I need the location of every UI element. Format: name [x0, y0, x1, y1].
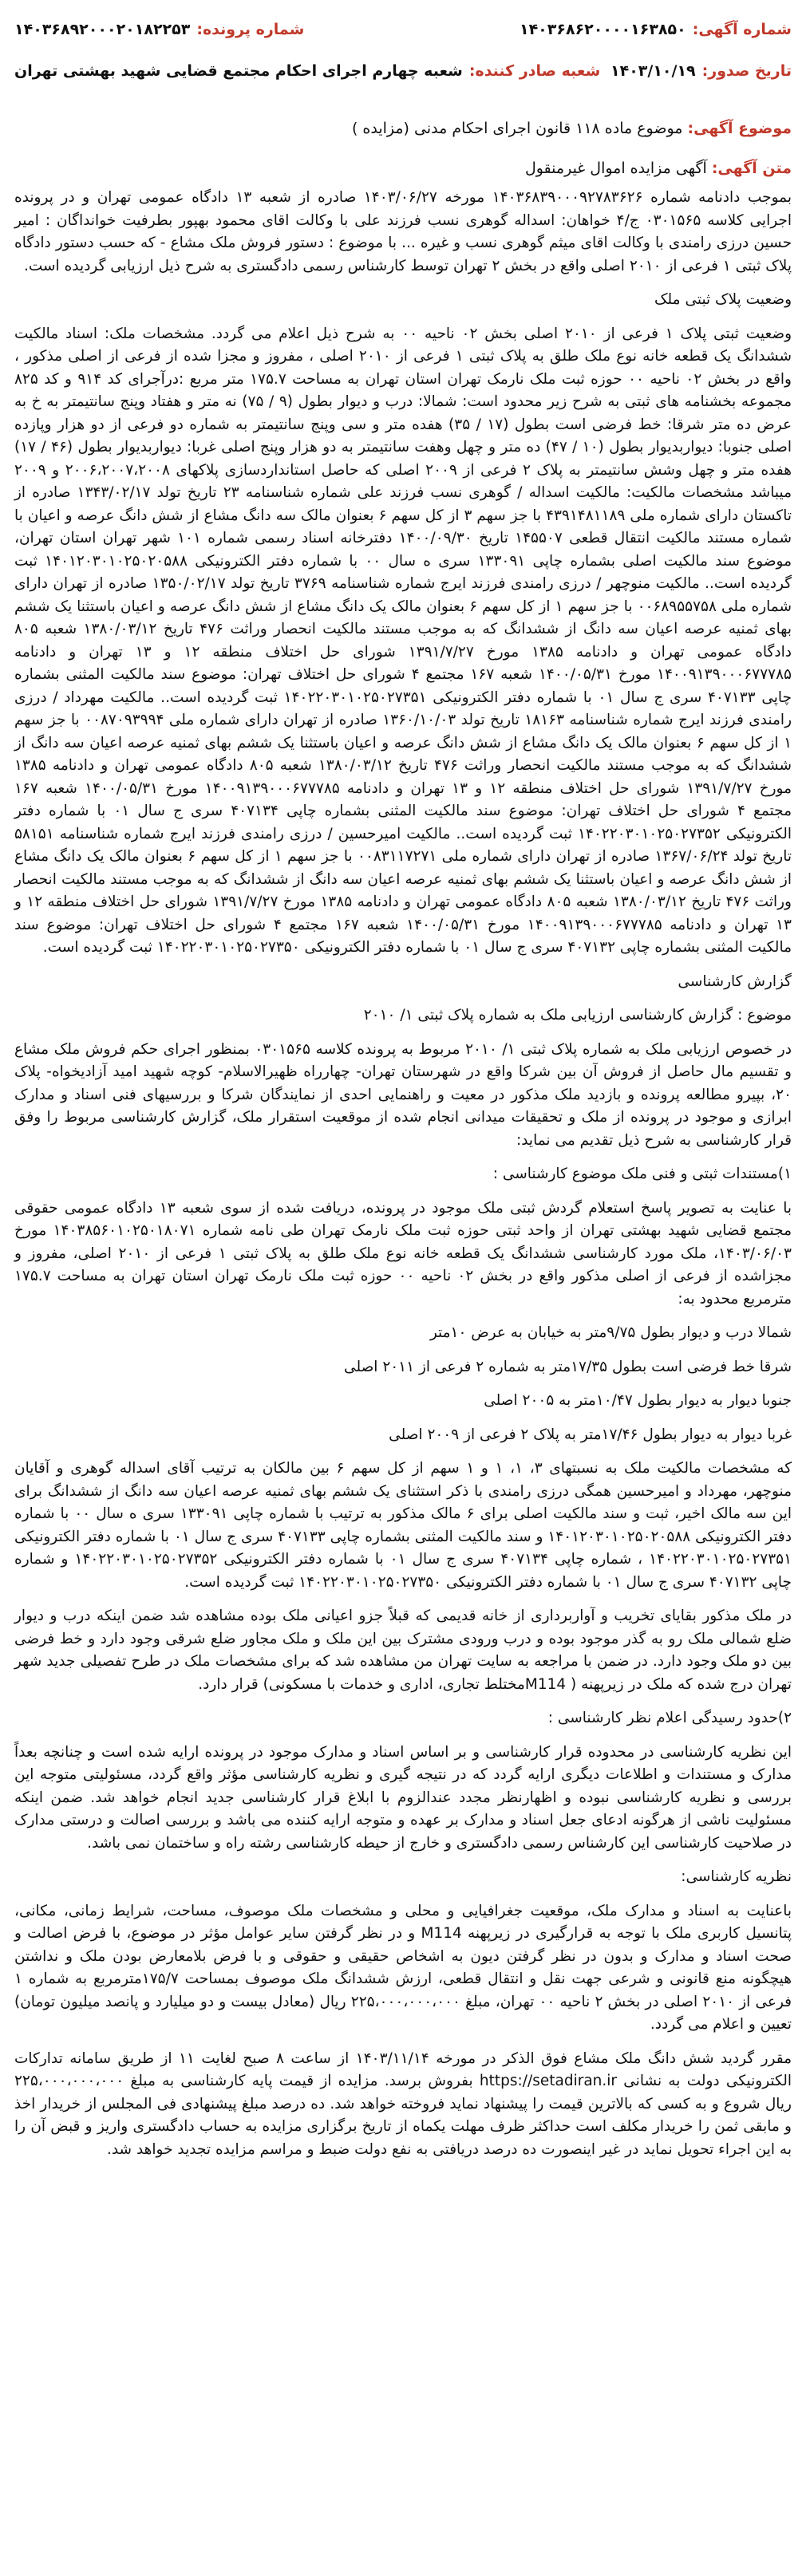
issue-date-value: ۱۴۰۳/۱۰/۱۹ [610, 62, 696, 80]
section-1-heading: ۱)مستندات ثبتی و فنی ملک موضوع کارشناسی : [492, 1166, 792, 1182]
issuing-branch [14, 62, 600, 80]
registry-status-heading: وضعیت پلاک ثبتی ملک [654, 291, 792, 308]
case-number-label: شماره پرونده: [196, 21, 305, 38]
ad-number-value: ۱۴۰۳۶۸۶۲۰۰۰۰۱۶۳۸۵۰ [519, 21, 686, 38]
expert-opinion-paragraph: باعنایت به اسناد و مدارک ملک، موقعیت جغرافیایی و محلی و مشخصات ملک موصوف، مساحت، شرایط زمانی، مکانی، پتانسیل کاربری ملک با توجه به قرارگیری در زیرپهنه M114 و در نظر گرفتن سایر عوامل مؤثر در موضوع، با فرض اصالت و صحت اسناد و مدارک و بدون در نظر گرفتن دیون به اشخاص حقیقی و حقوقی و با فرض بلامعارض بودن ملک و نداشتن هیچگونه منع قانونی و شرعی جهت نقل و انتقال قطعی، ارزش ششدانگ ملک موصوف بمساحت ۱۷۵/۷مترمربع به شماره ۱ فرعی از ۲۰۱۰ اصلی در بخش ۲ ناحیه ۰۰ تهران، مبلغ ۲۲۵،۰۰۰،۰۰۰،۰۰۰ ریال (معادل بیست و دو میلیارد و پانصد میلیون تومان) تعیین و اعلام می گردد. [14, 1902, 792, 2033]
case-number [14, 21, 304, 38]
auction-terms-paragraph: مقرر گردید شش دانگ ملک مشاع فوق الذکر در مورخه ۱۴۰۳/۱۱/۱۴ از ساعت ۸ صبح لغایت ۱۱ از طریق سامانه تدارکات الکترونیکی دولت به نشانی https://setadiran.ir بفروش برسد. مزایده از قیمت پایه کارشناسی به مبلغ ۲۲۵،۰۰۰،۰۰۰،۰۰۰ ریال شروع و به کسی که بالاترین قیمت را پیشنهاد نماید فروخته خواهد شد. ده درصد مبلغ پیشنهادی فی المجلس از خریدار اخذ و مابقی ثمن را خریدار مکلف است حداکثر ظرف مهلت یکماه از تاریخ برگزاری مزایده به حساب دادگستری واریز و قبض آن را به این اجراء تحویل نماید در غیر اینصورت ده درصد دریافتی به نفع دولت ضبط و مراسم مزایده تجدید خواهد شد. [14, 2049, 792, 2158]
ad-text-label: متن آگهی: [711, 160, 792, 177]
ownership-paragraph: که مشخصات مالکیت ملک به نسبتهای ۳، ۱، ۱ و ۱ سهم از کل سهم ۶ بین مالکان به ترتیب آقای اسداله گوهری و آقایان منوچهر، مهرداد و امیرحسین همگی درزی رامندی با ذکر استثنای یک ششم بهای ثمنیه عرصه اعیان سه دانگ از ششدانگ برای این سه مالک اخیر، ثبت و سند مالکیت اصلی برای ۶ مالک مذکور به ترتیب با شماره چاپی ۱۳۳۰۹۱ سری ه سال ۰۰ با شماره دفتر الکترونیکی ۱۴۰۱۲۰۳۰۱۰۲۵۰۲۰۵۸۸ و سند مالکیت المثنی بشماره چاپی ۴۰۷۱۳۳ سری ج سال ۰۱ با شماره دفتر الکترونیکی ۱۴۰۲۲۰۳۰۱۰۲۵۰۲۷۳۵۱ ، شماره چاپی ۴۰۷۱۳۴ سری ج سال ۰۱ با شماره دفتر الکترونیکی ۱۴۰۲۲۰۳۰۱۰۲۵۰۲۷۳۵۲ و شماره چاپی ۴۰۷۱۳۲ سری ج سال ۰۱ با شماره دفتر الکترونیکی ۱۴۰۲۲۰۳۰۱۰۲۵۰۲۷۳۵۰ ثبت گردیده است. [14, 1460, 792, 1591]
issuing-branch-label: شعبه صادر کننده: [468, 62, 601, 80]
header-row-1 [14, 21, 792, 38]
expert-report-subject: موضوع : گزارش کارشناسی ارزیابی ملک به شماره پلاک ثبتی ۱/ ۲۰۱۰ [363, 1007, 792, 1024]
expert-report-intro: در خصوص ارزیابی ملک به شماره پلاک ثبتی ۱/ ۲۰۱۰ مربوط به پرونده کلاسه ۰۳۰۱۵۶۵ بمنظور اجرای حکم فروش ملک مشاع و تقسیم مال حاصل از فروش آن بین شرکا واقع در شهرستان تهران- چهارراه ظهیرالاسلام- کوچه شهید امید آزادیخواه- پلاک ۲۰، بپیرو مطالعه پرونده و بازدید ملک مذکور در معیت و راهنمایی احدی از نمایندگان شرکا و بررسیهای فنی اسناد و مدارک ابرازی و موجود در پرونده از ملک و تحقیقات میدانی انجام شده از موقعیت استقرار ملک، گزارش کارشناسی مربوط را وفق قرار کارشناسی به شرح ذیل تقدیم می نماید: [14, 1040, 792, 1149]
boundary-south: جنوبا دیوار به دیوار بطول ۱۰/۴۷متر به ۲۰۰۵ اصلی [484, 1392, 792, 1409]
boundary-east: شرقا خط فرضی است بطول ۱۷/۳۵متر به شماره ۲ فرعی از ۲۰۱۱ اصلی [344, 1358, 792, 1375]
section-1-paragraph: با عنایت به تصویر پاسخ استعلام گردش ثبتی ملک موجود در پرونده، دریافت شده از سوی شعبه ۱۳ دادگاه عمومی حقوقی مجتمع قضایی شهید بهشتی تهران از واحد ثبتی حوزه ثبت ملک نارمک تهران طی نامه شماره ۱۴۰۳۸۵۶۰۱۰۲۵۰۱۸۰۷۱ مورخ ۱۴۰۳/۰۶/۰۳، ملک مورد کارشناسی ششدانگ یک قطعه خانه نوع ملک طلق به پلاک ثبتی ۱ فرعی از ۲۰۱۰ اصلی، مفروز و مجزاشده از فرعی از اصلی مذکور واقع در بخش ۰۲ ناحیه ۰۰ حوزه ثبت ملک نارمک تهران استان تهران به مساحت ۱۷۵.۷ مترمربع محدود به: [14, 1199, 792, 1308]
section-2-paragraph: این نظریه کارشناسی در محدوده قرار کارشناسی و بر اساس اسناد و مدارک موجود در پرونده ارایه شده است و چنانچه بعداً مدارک و مستندات و اطلاعات دیگری ارایه گردد که در نتیجه گیری و نظریه کارشناسی مؤثر واقع گردد، مسئولیتی متوجه این بررسی و نظریه کارشناسی نبوده و اظهارنظر مجدد عندالزوم با ابلاغ قرار کارشناسی جدید انجام خواهد شد. ضمن اینکه مسئولیت ناشی از هرگونه ادعای جعل اسناد و مدارک بر عهده و متوجه ارایه کننده می باشد و بررسی اصالت و درستی مدارک در صلاحیت کارشناسی این کارشناس رسمی دادگستری و خارج از حیطه کارشناسی رشته راه و ساختمان نمی باشد. [14, 1743, 792, 1852]
issue-date [610, 62, 792, 80]
expert-opinion-heading: نظریه کارشناسی: [681, 1868, 792, 1885]
registry-status-paragraph: وضعیت ثبتی پلاک ۱ فرعی از ۲۰۱۰ اصلی بخش ۰۲ ناحیه ۰۰ به شرح ذیل اعلام می گردد. مشخصات ملک: اسناد مالکیت ششدانگ یک قطعه خانه نوع ملک طلق به پلاک ثبتی ۱ فرعی از ۲۰۱۰ اصلی ، مفروز و مجزا شده از فرعی از اصلی مذکور ، واقع در بخش ۰۲ ناحیه ۰۰ حوزه ثبت ملک نارمک تهران استان تهران به مساحت ۱۷۵.۷ متر مربع :درآجرای کد ۹۱۴ و کد ۸۲۵ مجموعه بخشنامه های ثبتی به شرح زیر محدود است: شمالا: درب و دیوار بطول (۹ / ۷۵) نه متر و هفتاد وپنج سانتیمتر به خ به عرض ده متر شرقا: خط فرضی است بطول (۱۷ / ۳۵) هفده متر و سی وپنج سانتیمتر به شماره دو فرعی از دو هزار وپازده اصلی جنوبا: دیواربدیوار بطول (۱۰ / ۴۷) ده متر و چهل وهفت سانتیمتر به دو هزار وپنج اصلی غربا: دیواربدیوار بطول (۴۶ / ۱۷) هفده متر و چهل وشش سانتیمتر به پلاک ۲ فرعی از ۲۰۰۹ اصلی که حاصل استانداردسازی پلاکهای ۲۰۰۶،۲۰۰۷،۲۰۰۸ و ۲۰۰۹ میباشد مشخصات مالکیت: مالکیت اسداله / گوهری نسب فرزند علی شماره شناسنامه ۲۳ تاریخ تولد ۱۳۴۳/۰۲/۱۷ صادره از تاکستان دارای شماره ملی ۴۳۹۱۴۸۱۱۸۹ با جز سهم ۳ از کل سهم ۶ بعنوان مالک سه دانگ مشاع از شش دانگ عرصه و اعیان با شماره مستند مالکیت انتقال قطعی ۱۴۵۵۰۷ تاریخ ۱۴۰۰/۰۹/۳۰ دفترخانه اسناد رسمی شماره ۱۰۱ شهر تهران استان تهران، موضوع سند مالکیت اصلی بشماره چاپی ۱۳۳۰۹۱ سری ه سال ۰۰ با شماره دفتر الکترونیکی ۱۴۰۱۲۰۳۰۱۰۲۵۰۲۰۵۸۸ ثبت گردیده است.. مالکیت منوچهر / درزی رامندی فرزند ایرج شماره شناسنامه ۳۷۶۹ تاریخ تولد ۱۳۵۰/۰۲/۱۷ صادره از تهران دارای شماره ملی ۰۰۶۸۹۵۵۷۵۸ با جز سهم ۱ از کل سهم ۶ بعنوان مالک یک دانگ مشاع از شش دانگ عرصه و اعیان باستثنا یک ششم بهای ثمنیه عرصه اعیان سه دانگ از ششدانگ که به موجب مستند مالکیت انحصار وراثت ۴۷۶ تاریخ ۱۳۸۰/۰۳/۱۲ شعبه ۸۰۵ دادگاه عمومی تهران و دادنامه ۱۳۸۵ مورخ ۱۳۹۱/۷/۲۷ شورای حل اختلاف منطقه ۱۲ و ۱۳ تهران و دادنامه ۱۴۰۰۹۱۳۹۰۰۰۶۷۷۷۸۵ مورخ ۱۴۰۰/۰۵/۳۱ شعبه ۱۶۷ مجتمع ۴ شورای حل اختلاف تهران: موضوع سند مالکیت المثنی بشماره چاپی ۴۰۷۱۳۳ سری ج سال ۰۱ با شماره دفتر الکترونیکی ۱۴۰۲۲۰۳۰۱۰۲۵۰۲۷۳۵۱ ثبت گردیده است.. مالکیت مهرداد / درزی رامندی فرزند ایرج شماره شناسنامه ۱۸۱۶۳ تاریخ تولد ۱۳۶۰/۱۰/۰۳ صادره از تهران دارای شماره ملی ۰۰۸۷۰۹۳۹۹۴ با جز سهم ۱ از کل سهم ۶ بعنوان مالک یک دانگ مشاع از شش دانگ عرصه و اعیان باستثنا یک ششم بهای ثمنیه عرصه اعیان سه دانگ از ششدانگ که به موجب مستند مالکیت انحصار وراثت ۴۷۶ تاریخ ۱۳۸۰/۰۳/۱۲ شعبه ۸۰۵ دادگاه عمومی تهران و دادنامه ۱۳۸۵ مورخ ۱۳۹۱/۷/۲۷ شورای حل اختلاف منطقه ۱۲ و ۱۳ تهران و دادنامه ۱۴۰۰۹۱۳۹۰۰۰۶۷۷۷۸۵ مورخ ۱۴۰۰/۰۵/۳۱ شعبه ۱۶۷ مجتمع ۴ شورای حل اختلاف تهران: موضوع سند مالکیت المثنی بشماره چاپی ۴۰۷۱۳۴ سری ج سال ۰۱ با شماره دفتر الکترونیکی ۱۴۰۲۲۰۳۰۱۰۲۵۰۲۷۳۵۲ ثبت گردیده است.. مالکیت امیرحسین / درزی رامندی فرزند ایرج شماره شناسنامه ۵۸۱۵۱ تاریخ تولد ۱۳۶۷/۰۶/۲۴ صادره از تهران دارای شماره ملی ۰۰۸۳۱۱۷۲۷۱ با جز سهم ۱ از کل سهم ۶ بعنوان مالک یک دانگ مشاع از شش دانگ عرصه و اعیان باستثنا یک ششم بهای ثمنیه عرصه اعیان سه دانگ از ششدانگ که به موجب مستند مالکیت انحصار وراثت ۴۷۶ تاریخ ۱۳۸۰/۰۳/۱۲ شعبه ۸۰۵ دادگاه عمومی تهران و دادنامه ۱۳۸۵ مورخ ۱۳۹۱/۷/۲۷ شورای حل اختلاف منطقه ۱۲ و ۱۳ تهران و دادنامه ۱۴۰۰۹۱۳۹۰۰۰۶۷۷۷۸۵ مورخ ۱۴۰۰/۰۵/۳۱ شعبه ۱۶۷ مجتمع ۴ شورای حل اختلاف تهران: موضوع سند مالکیت المثنی بشماره چاپی ۴۰۷۱۳۲ سری ج سال ۰۱ با شماره دفتر الکترونیکی ۱۴۰۲۲۰۳۰۱۰۲۵۰۲۷۳۵۰ ثبت گردیده است. [14, 325, 792, 956]
site-observation-paragraph: در ملک مذکور بقایای تخریب و آواربرداری از خانه قدیمی که قبلاً جزو اعیانی ملک بوده مشاهده شد ضمن اینکه درب و دیوار ضلع شمالی ملک رو به گذر موجود بوده و درب ورودی مشترک بین این ملک و ملک مجاور ضلع شرقی وجود دارد و خط فرضی بین دو ملک وجود دارد. در ضمن با مراجعه به سایت تهران من مشاهده شد که برای مشخصات ملک در طرح تفصیلی جدید شهر تهران درج شده که ملک در زیرپهنه ( M114مختلط تجاری، اداری و خدمات با مسکونی) قرار دارد. [14, 1608, 792, 1693]
issue-date-label: تاریخ صدور: [701, 62, 792, 80]
ad-subject [14, 120, 792, 137]
ad-body [14, 187, 792, 2172]
issuing-branch-value: شعبه چهارم اجرای احکام مجتمع قضایی شهید بهشتی تهران [14, 62, 463, 80]
intro-paragraph: بموجب دادنامه شماره ۱۴۰۳۶۸۳۹۰۰۰۹۲۷۸۳۶۲۶ مورخه ۱۴۰۳/۰۶/۲۷ صادره از شعبه ۱۳ دادگاه عمومی تهران و در پرونده اجرایی کلاسه ۰۳۰۱۵۶۵ ج/۴ خواهان: اسداله گوهری نسب فرزند علی با وکالت اقای محمود بهپور بطرفیت خوانداگان : امیر حسین درزی رامندی با وکالت اقای میثم گوهری نسب و غیره ... با موضوع : دستور فروش ملک مشاع - که حسب دستور دادگاه پلاک ثبتی ۱ فرعی از ۲۰۱۰ اصلی واقع در بخش ۲ تهران توسط کارشناس رسمی دادگستری به شرح ذیل ارزیابی گردیده است. [14, 189, 792, 274]
ad-number-label: شماره آگهی: [692, 21, 792, 38]
ad-subject-value: موضوع ماده ۱۱۸ قانون اجرای احکام مدنی (مزایده ) [351, 120, 683, 137]
ad-text-value: آگهی مزایده اموال غیرمنقول [524, 160, 707, 177]
case-number-value: ۱۴۰۳۶۸۹۲۰۰۰۲۰۱۸۲۲۵۳ [14, 21, 191, 38]
boundary-west: غربا دیوار به دیوار بطول ۱۷/۴۶متر به پلاک ۲ فرعی از ۲۰۰۹ اصلی [389, 1426, 792, 1443]
section-2-heading: ۲)حدود رسیدگی اعلام نظر کارشناسی : [547, 1710, 792, 1726]
ad-number [520, 21, 792, 38]
ad-text [14, 160, 792, 177]
expert-report-heading: گزارش کارشناسی [678, 972, 792, 990]
header-row-2 [14, 62, 792, 80]
ad-subject-label: موضوع آگهی: [687, 120, 792, 137]
boundary-north: شمالا درب و دیوار بطول ۹/۷۵متر به خیابان به عرض ۱۰متر [429, 1324, 792, 1341]
